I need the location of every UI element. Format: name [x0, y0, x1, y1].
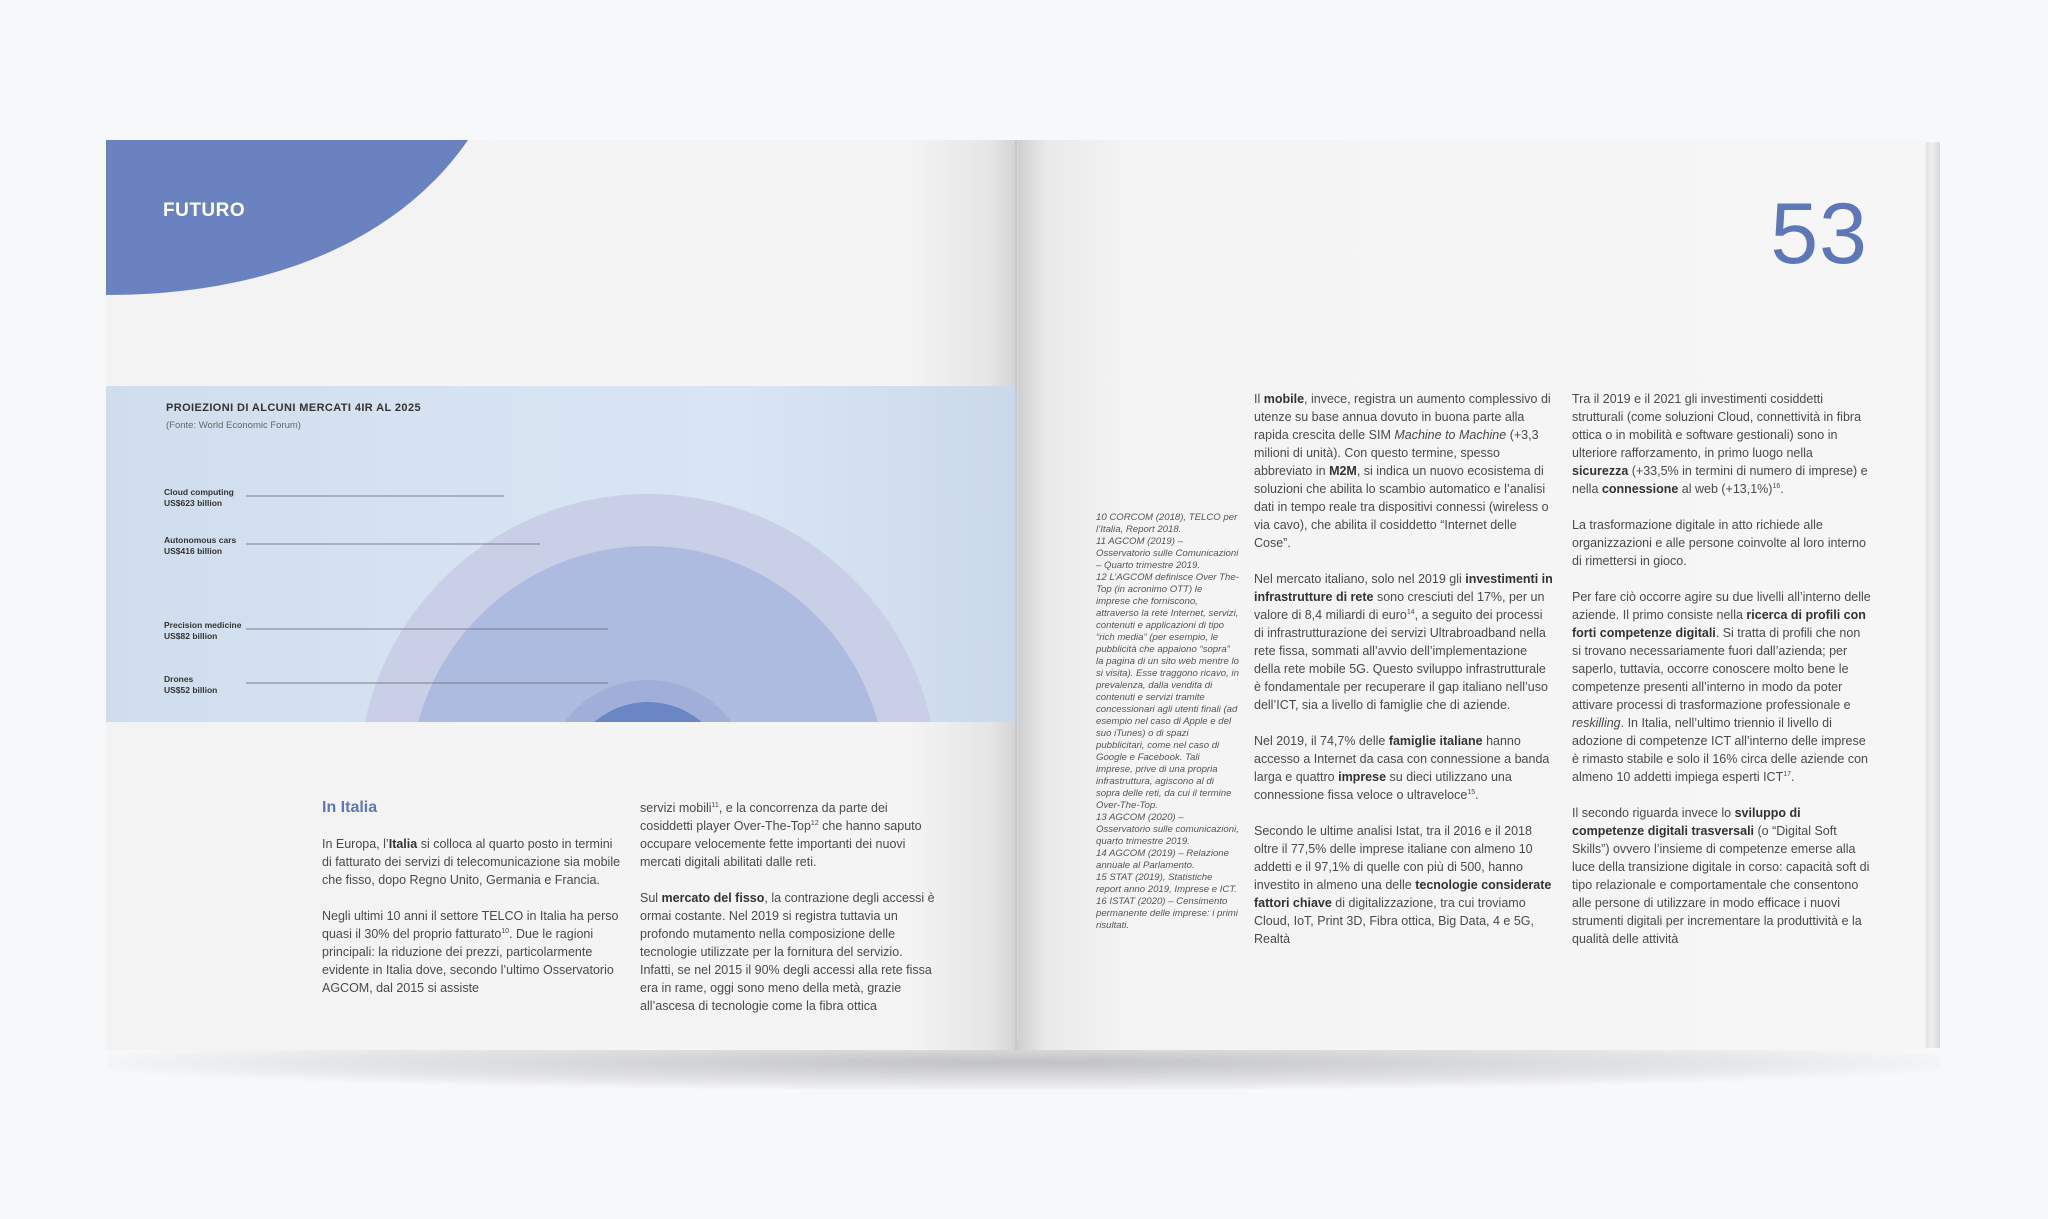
- footnote: 16 ISTAT (2020) – Censimento permanente delle imprese: i primi risultati.: [1096, 896, 1238, 931]
- category-label: Cloud computing: [164, 487, 234, 497]
- value-label: US$416 billion: [164, 546, 223, 556]
- paragraph: Il secondo riguarda invece lo sviluppo di competenze digitali trasversali (o “Digital Soft Skills”) ovvero l’insieme di competenze emerse alla luce della transizione digitale in corso: capacità soft di tipo relazionale e comportamentale che consentono alle persone di utilizzare in modo efficace i nuovi strumenti digitali per incrementare la produttività e la qualità delle attività: [1572, 806, 1870, 946]
- footnote: 15 STAT (2019), Statistiche report anno 2019, Imprese e ICT.: [1096, 872, 1237, 895]
- category-label: Precision medicine: [164, 620, 242, 630]
- paragraph: La trasformazione digitale in atto richiede alle organizzazioni e alle persone coinvolte al loro interno di rimettersi in gioco.: [1572, 518, 1866, 568]
- section-heading: In Italia: [322, 799, 378, 816]
- footnote: 10 CORCOM (2018), TELCO per l’Italia, Report 2018.: [1096, 512, 1238, 535]
- value-label: US$623 billion: [164, 498, 223, 508]
- paragraph: Il mobile, invece, registra un aumento complessivo di utenze su base annua dovuto in buona parte alla rapida crescita delle SIM Machine to Machine (+3,3 milioni di unità). Con questo termine, spesso abbreviato in M2M, si indica un nuovo ecosistema di soluzioni che abilita lo scambio automatico e l’analisi dati in tempo reale tra dispositivi connessi (wireless o via cavo), che abilita il cosiddetto “Internet delle Cose”.: [1254, 392, 1551, 550]
- paragraph: Negli ultimi 10 anni il settore TELCO in Italia ha perso quasi il 30% del proprio fatturato$^{10}$. Due le ragioni principali: la riduzione dei prezzi, particolarmente evidente in Italia dove, secondo l’ultimo Osservatorio AGCOM, dal 2015 si assiste: [322, 909, 619, 995]
- paragraph: Nel mercato italiano, solo nel 2019 gli investimenti in infrastrutture di rete sono cresciuti del 17%, per un valore di 8,4 miliardi di euro$^{14}$, a seguito dei processi di infrastrutturazione dei servizi Ultrabroadband nella rete fissa, sommati all’avvio dell’implementazione della rete mobile 5G. Questo sviluppo infrastrutturale è fondamentale per recuperare il gap italiano nell’uso dell’ICT, sia a livello di famiglie che di aziende.: [1254, 572, 1553, 712]
- section-label: FUTURO: [163, 200, 246, 221]
- right-column-1: [1254, 390, 1554, 966]
- paragraph: servizi mobili$^{11}$, e la concorrenza da parte dei cosiddetti player Over-The-Top$^{12}$ che hanno saputo occupare velocemente fette importanti dei nuovi mercati digitali abilitati dalle reti.: [640, 801, 922, 869]
- market-projection-chart: [106, 386, 1017, 722]
- chart-title: PROIEZIONI DI ALCUNI MERCATI 4IR AL 2025: [166, 402, 421, 414]
- paragraph: Tra il 2019 e il 2021 gli investimenti cosiddetti strutturali (come soluzioni Cloud, connettività in fibra ottica o in mobilità e software gestionali) sono in ulteriore rafforzamento, in primo luogo nella sicurezza (+33,5% in termini di numero di imprese) e nella connessione al web $(+13,1\%)^{16}$.: [1572, 392, 1868, 496]
- category-label: Autonomous cars: [164, 535, 237, 545]
- chart-panel: [106, 386, 1017, 722]
- value-label: US$82 billion: [164, 631, 218, 641]
- paragraph: In Europa, l’Italia si colloca al quarto posto in termini di fatturato dei servizi di telecomunicazione sia mobile che fisso, dopo Regno Unito, Germania e Francia.: [322, 837, 621, 887]
- right-column-2: [1572, 390, 1872, 966]
- footnote: 12 L’AGCOM definisce Over The-Top (in acronimo OTT) le imprese che forniscono, attraverso la rete Internet, servizi, contenuti e applicazioni di tipo “rich media” (per esempio, le pubblicità che appaiono “sopra” la pagina di un sito web mentre lo si visita). Esse traggono ricavo, in prevalenza, dalla vendita di contenuti e servizi tramite concessionari agli utenti finali (ad esempio nel caso di Apple e del suo iTunes) o di spazi pubblicitari, come nel caso di Google e Facebook. Tali imprese, prive di una propria infrastruttura, agiscono al di sopra delle reti, da cui il termine Over-The-Top.: [1096, 572, 1239, 811]
- page-edge: [1926, 142, 1940, 1048]
- footnote: 14 AGCOM (2019) – Relazione annuale al Parlamento.: [1096, 848, 1229, 871]
- footnote: 13 AGCOM (2020) – Osservatorio sulle comunicazioni, quarto trimestre 2019.: [1096, 812, 1239, 847]
- paragraph: Sul mercato del fisso, la contrazione degli accessi è ormai costante. Nel 2019 si registra tuttavia un profondo mutamento nella composizione delle tecnologie utilizzate per la fornitura del servizio. Infatti, se nel 2015 il 90% degli accessi alla rete fissa era in rame, oggi sono meno della metà, grazie all’ascesa di tecnologie come la fibra ottica: [640, 891, 935, 1013]
- paragraph: Nel 2019, il 74,7% delle famiglie italiane hanno accesso a Internet da casa con connessione a banda larga e quattro imprese su dieci utilizzano una connessione fissa veloce o ultraveloce$^{15}$.: [1254, 734, 1550, 802]
- footnote: 11 AGCOM (2019) – Osservatorio sulle Comunicazioni – Quarto trimestre 2019.: [1096, 536, 1239, 571]
- chart-source: (Fonte: World Economic Forum): [166, 420, 301, 431]
- left-page: [106, 140, 1017, 1050]
- left-column-1: [322, 835, 622, 1015]
- category-label: Drones: [164, 674, 194, 684]
- value-label: US$52 billion: [164, 685, 218, 695]
- footnotes: [1096, 512, 1239, 932]
- page-number: 53: [1770, 186, 1868, 282]
- paragraph: Per fare ciò occorre agire su due livelli all’interno delle aziende. Il primo consiste nella ricerca di profili con forti competenze digitali. Si tratta di profili che non si trovano necessariamente fuori dall’azienda; per saperlo, tuttavia, occorre conoscere molto bene le competenze presenti all’interno in modo da poter attivare processi di trasformazione professionale e reskilling. In Italia, nell’ultimo triennio il livello di adozione di competenze ICT all’interno delle imprese è rimasto stabile e solo il 16% circa delle aziende con almeno 10 addetti impiega esperti ICT$^{17}$.: [1572, 590, 1871, 784]
- left-column-2: [640, 799, 940, 1033]
- paragraph: Secondo le ultime analisi Istat, tra il 2016 e il 2018 oltre il 77,5% delle imprese italiane con almeno 10 addetti e il 97,1% di quelle con più di 500, hanno investito in almeno una delle tecnologie considerate fattori chiave di digitalizzazione, tra cui troviamo Cloud, IoT, Print 3D, Fibra ottica, Big Data, 4 e 5G, Realtà: [1254, 824, 1552, 946]
- right-page: [1018, 140, 1926, 1050]
